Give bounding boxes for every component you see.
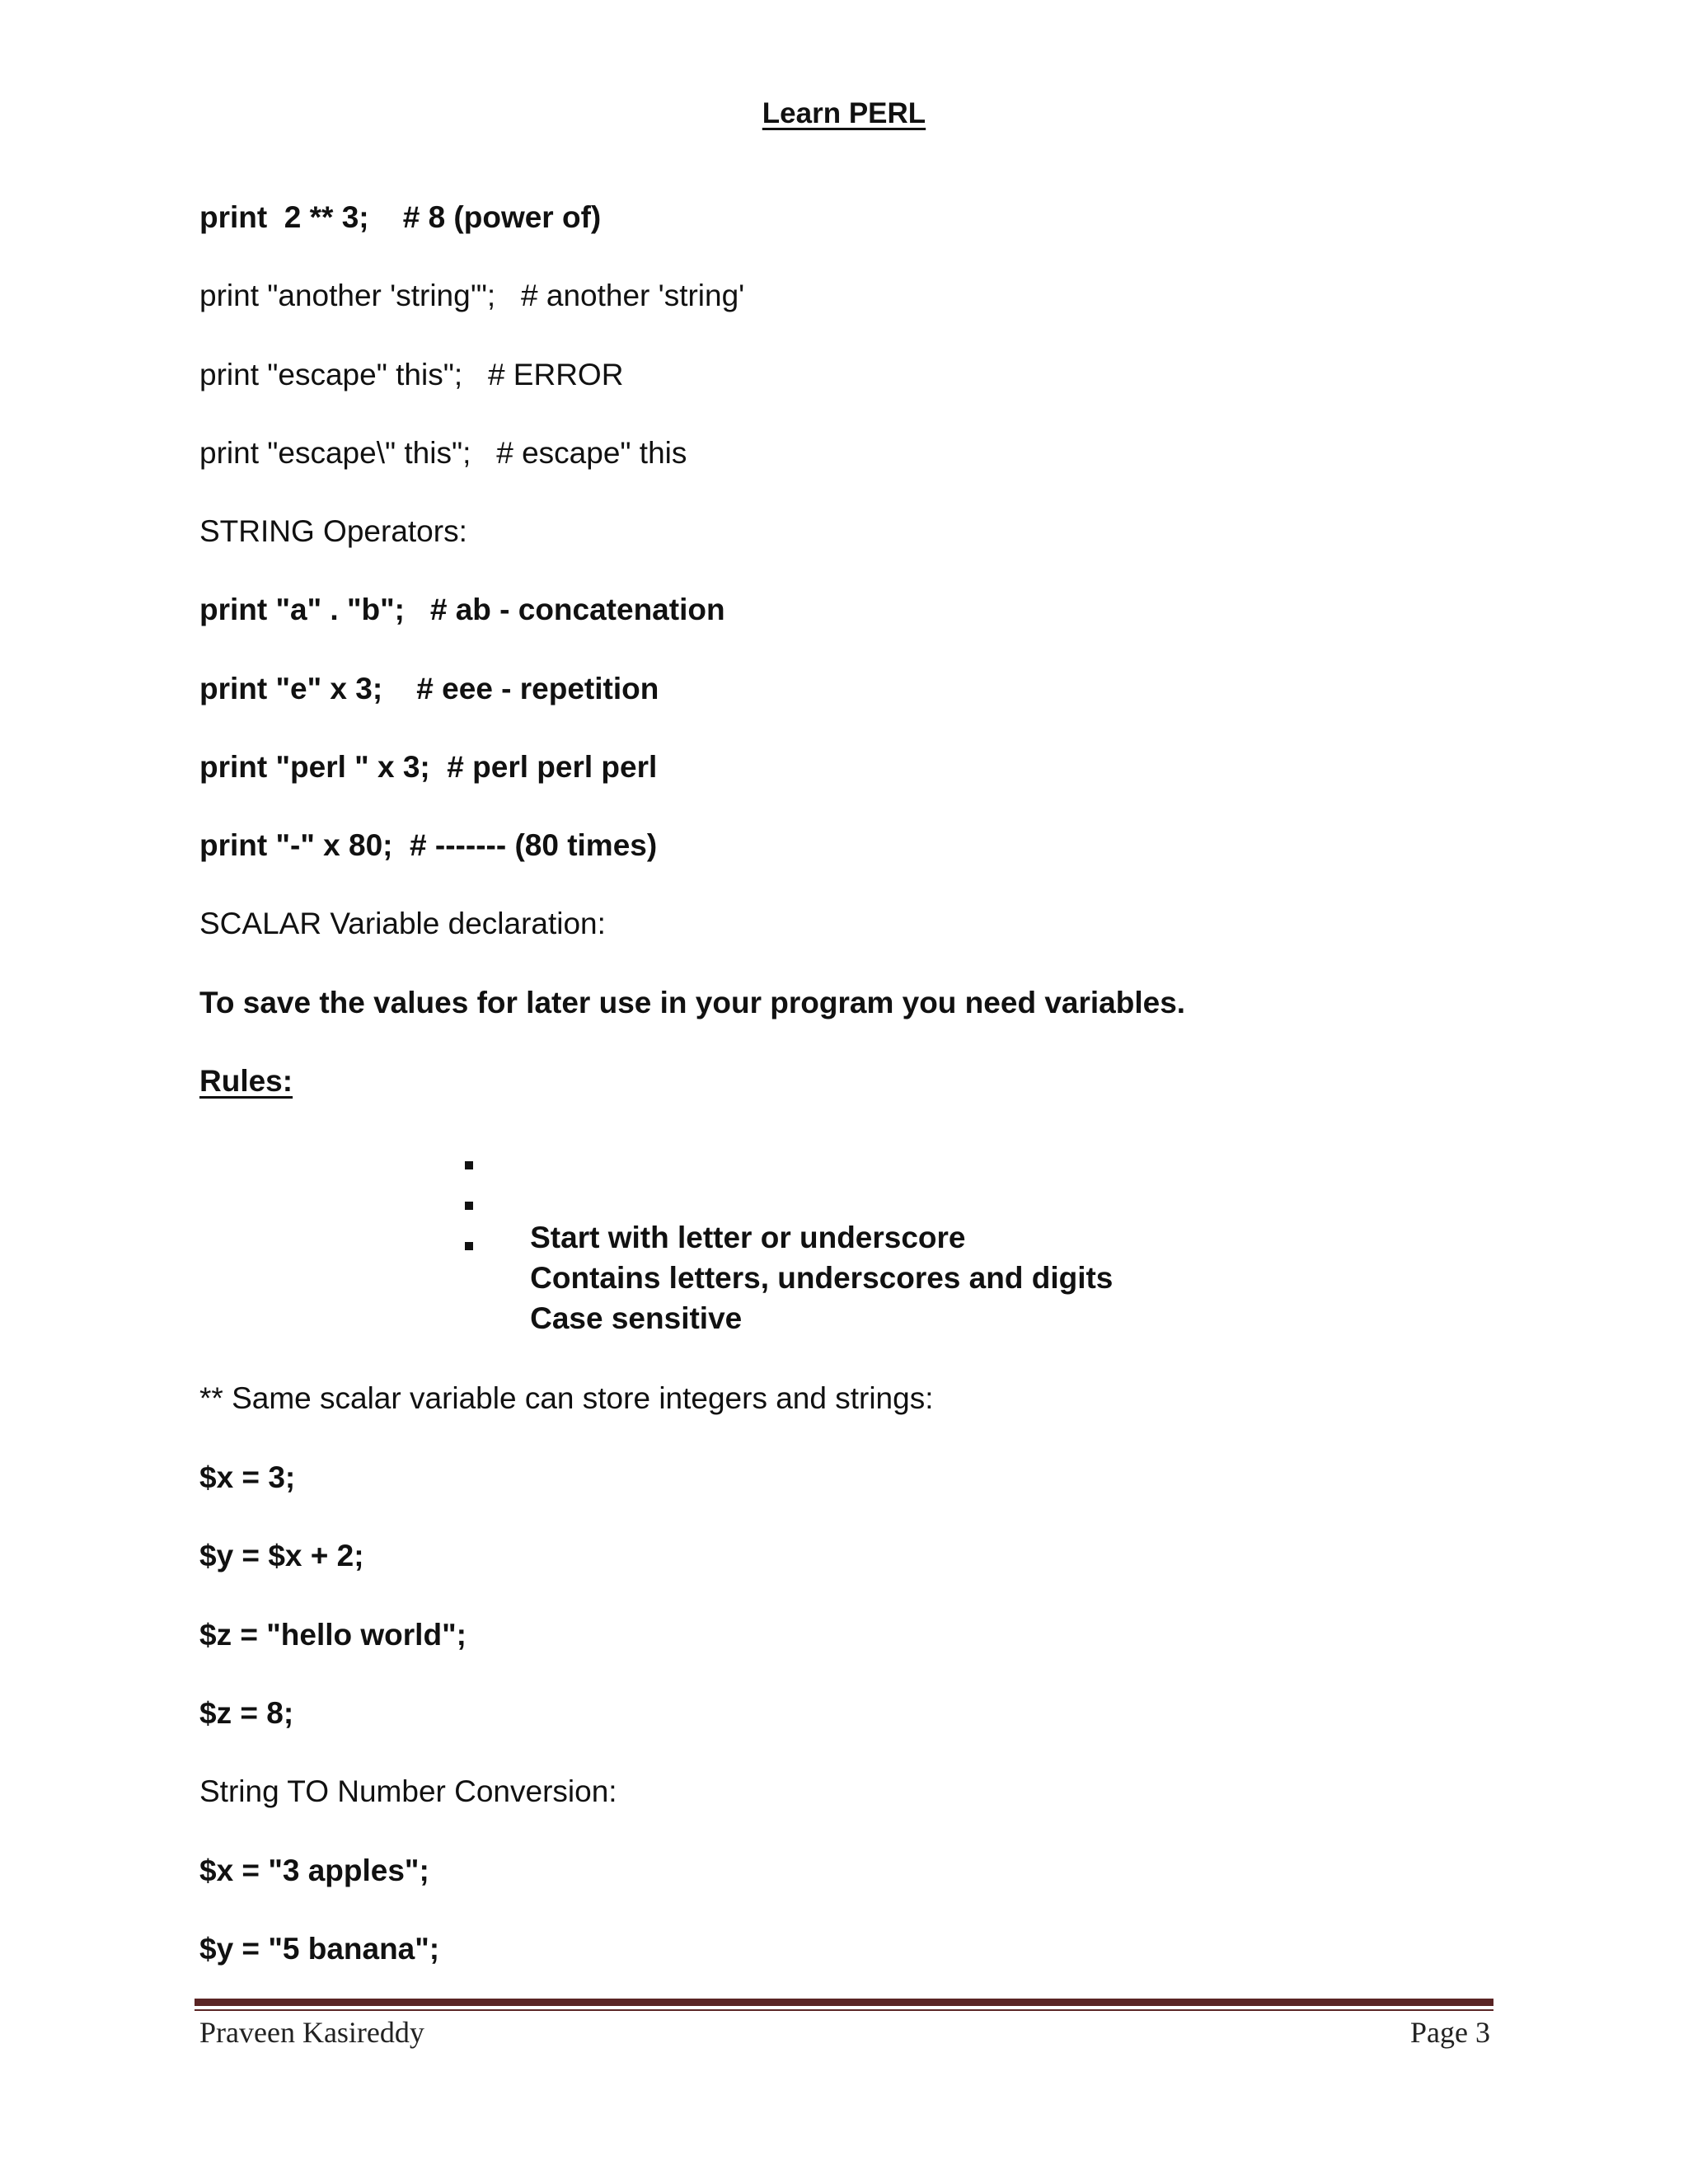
code-line-repetition: print "e" x 3; # eee - repetition — [199, 672, 659, 705]
code-line-x-apples: $x = "3 apples"; — [199, 1854, 429, 1887]
section-heading-string-operators: STRING Operators: — [199, 514, 467, 548]
code-line-escape-ok: print "escape\" this"; # escape" this — [199, 436, 687, 470]
square-bullet-icon — [465, 1242, 473, 1250]
code-line-z-number: $z = 8; — [199, 1696, 294, 1730]
code-line-another-string: print "another 'string'"; # another 'string' — [199, 279, 745, 312]
page-title: Learn PERL — [762, 97, 926, 129]
code-line-power: print 2 ** 3; # 8 (power of) — [199, 200, 602, 234]
code-line-perl-repeat: print "perl " x 3; # perl perl perl — [199, 750, 658, 784]
rule-text: Case sensitive — [530, 1301, 743, 1335]
code-line-dash-repeat: print "-" x 80; # ------- (80 times) — [199, 828, 658, 862]
code-line-x-assign: $x = 3; — [199, 1460, 296, 1494]
rules-heading: Rules: — [199, 1064, 293, 1098]
section-heading-scalar-variables: SCALAR Variable declaration: — [199, 907, 606, 940]
list-item — [462, 1147, 1113, 1254]
statement-variables-purpose: To save the values for later use in your program you need variables. — [199, 986, 1186, 1019]
code-line-y-banana: $y = "5 banana"; — [199, 1932, 440, 1966]
note-scalar-types: ** Same scalar variable can store integers and strings: — [199, 1381, 934, 1415]
square-bullet-icon — [465, 1161, 473, 1169]
footer-divider — [195, 1999, 1493, 2006]
square-bullet-icon — [465, 1202, 473, 1210]
section-heading-conversion: String TO Number Conversion: — [199, 1774, 617, 1808]
code-line-concatenation: print "a" . "b"; # ab - concatenation — [199, 593, 725, 626]
code-line-z-string: $z = "hello world"; — [199, 1618, 467, 1652]
rules-list — [462, 1147, 1114, 1335]
rule-text: Start with letter or underscore — [530, 1221, 966, 1254]
footer-page-number: Page 3 — [1410, 2016, 1490, 2049]
code-line-y-assign: $y = $x + 2; — [199, 1539, 364, 1572]
footer-author: Praveen Kasireddy — [199, 2016, 424, 2049]
rule-text: Contains letters, underscores and digits — [530, 1261, 1114, 1295]
footer-divider-thin — [195, 2009, 1493, 2011]
code-line-escape-error: print "escape" this"; # ERROR — [199, 358, 624, 391]
